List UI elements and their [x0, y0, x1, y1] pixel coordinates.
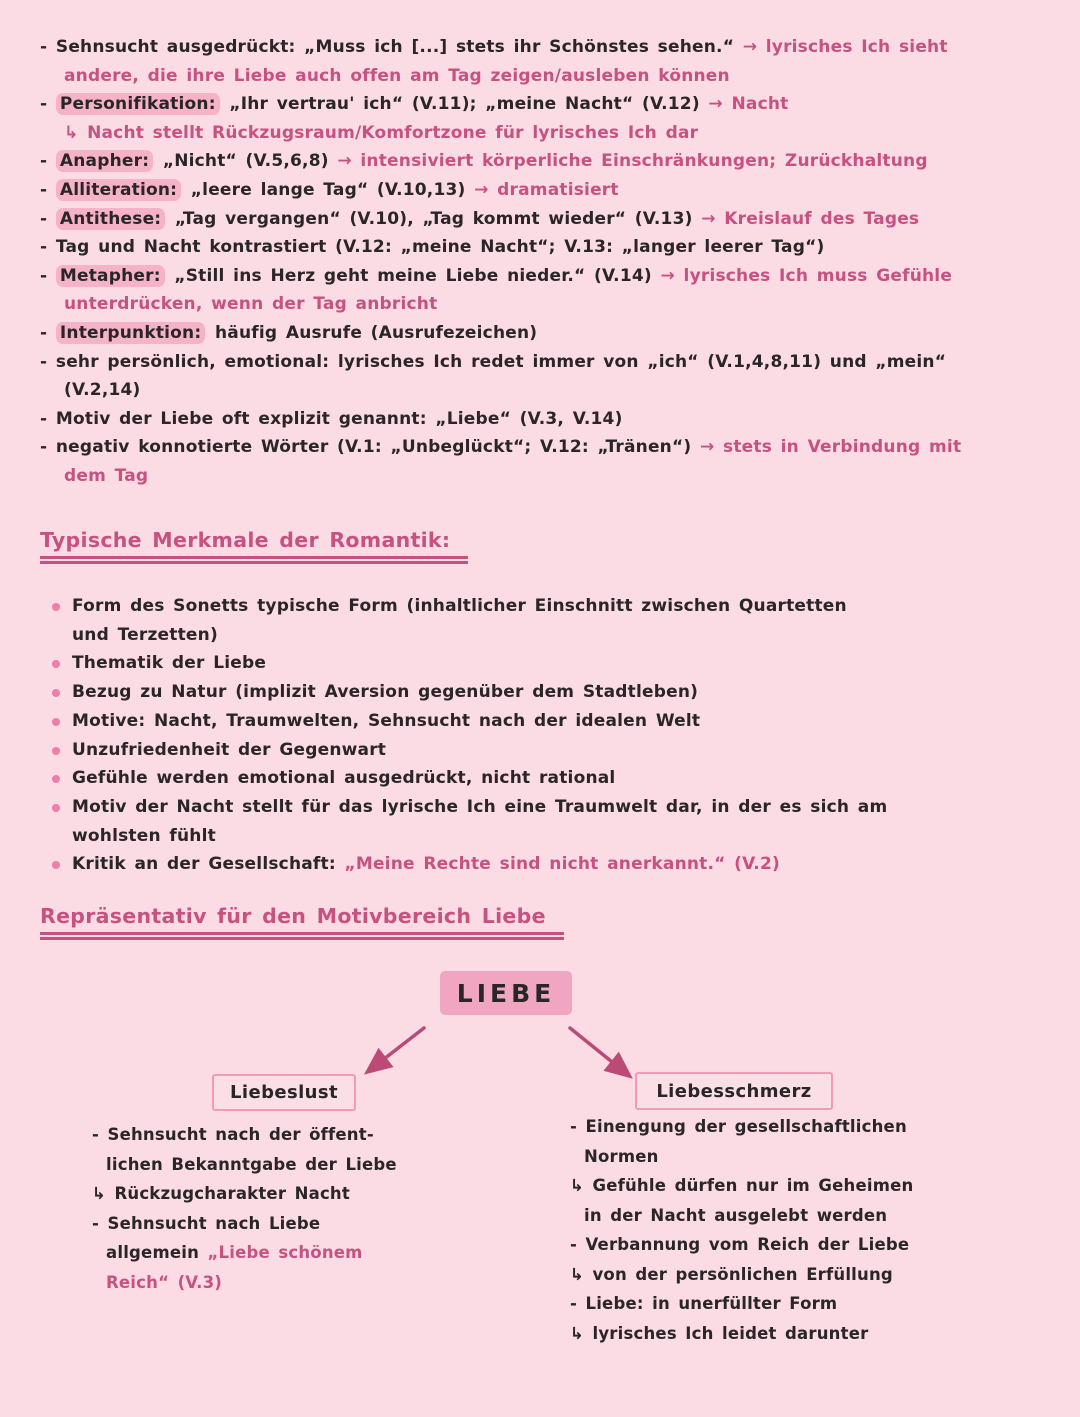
note-line [92, 1209, 397, 1239]
liebeslust-notes [92, 1120, 397, 1297]
text-segment: - negativ konnotierte Wörter (V.1: „Unbeglückt“; V.12: „Tränen“) [40, 437, 700, 458]
bullet-dot-icon [52, 660, 60, 668]
text-segment: → intensiviert körperliche Einschränkungen; Zurückhaltung [337, 151, 928, 172]
note-line [40, 319, 961, 348]
note-line [52, 793, 887, 822]
note-line [52, 621, 887, 650]
text-segment: → lyrisches Ich muss Gefühle [660, 265, 953, 286]
text-segment: Gefühle werden emotional ausgedrückt, nicht rational [72, 768, 616, 789]
text-segment: - Sehnsucht ausgedrückt: „Muss ich [...] stets ihr Schönstes sehen.“ [40, 37, 743, 57]
text-segment: - Motiv der Liebe oft explizit genannt: „Liebe“ (V.3, V.14) [40, 408, 623, 429]
liebeslust-box: Liebeslust [212, 1074, 356, 1111]
text-segment: dem Tag [64, 465, 149, 486]
text-segment: und Terzetten) [72, 624, 218, 645]
note-line [570, 1171, 913, 1201]
note-line [40, 90, 961, 119]
text-segment: „Ihr vertrau' ich“ (V.11); „meine Nacht“ (V.12) [220, 94, 709, 115]
note-line [40, 405, 961, 434]
note-line [64, 62, 961, 91]
note-line [64, 290, 961, 319]
text-segment: - [40, 179, 56, 200]
note-line [106, 1268, 397, 1298]
text-segment: Thematik der Liebe [72, 653, 267, 674]
note-line [40, 348, 961, 377]
text-segment: unterdrücken, wenn der Tag anbricht [64, 294, 438, 315]
note-line [40, 176, 961, 205]
bullet-dot-icon [52, 804, 60, 812]
double-underline: Repräsentativ für den Motivbereich Liebe [40, 904, 564, 935]
arrow-to-liebeslust [375, 1028, 424, 1066]
text-segment: → dramatisiert [474, 179, 619, 200]
note-line [570, 1230, 913, 1260]
text-segment: „Meine Rechte sind nicht anerkannt.“ (V.2) [344, 854, 780, 875]
text-segment: lichen Bekanntgabe der Liebe [106, 1154, 397, 1174]
text-segment: - [40, 151, 56, 172]
text-segment: ↳ Rückzugcharakter Nacht [92, 1184, 350, 1203]
double-underline: Typische Merkmale der Romantik: [40, 528, 468, 559]
liebesschmerz-notes [570, 1112, 913, 1348]
liebesschmerz-box: Liebesschmerz [635, 1072, 833, 1110]
note-line [40, 433, 961, 462]
note-line [52, 707, 887, 736]
note-line [570, 1112, 913, 1142]
note-line [40, 233, 961, 262]
note-line [52, 678, 887, 707]
text-segment: Normen [584, 1146, 659, 1166]
text-segment: → stets in Verbindung mit [699, 437, 962, 458]
note-line [584, 1201, 913, 1231]
note-line [40, 262, 961, 291]
text-segment: (V.2,14) [64, 380, 141, 401]
note-line [52, 850, 887, 879]
text-segment: Motiv der Nacht stellt für das lyrische Ich eine Traumwelt dar, in der es sich am [72, 796, 888, 817]
text-segment: - Liebe: in unerfüllter Form [570, 1294, 838, 1313]
text-segment: in der Nacht ausgelebt werden [584, 1205, 888, 1225]
text-segment: → Nacht [708, 94, 789, 115]
note-line [64, 376, 961, 405]
text-segment: wohlsten fühlt [72, 825, 216, 846]
highlighted-term: Alliteration: [56, 179, 181, 201]
text-segment: - Verbannung vom Reich der Liebe [570, 1235, 910, 1254]
note-line [92, 1179, 397, 1209]
note-line [52, 764, 887, 793]
text-segment: → lyrisches Ich sieht [742, 37, 948, 57]
text-segment: „Nicht“ (V.5,6,8) [154, 151, 338, 172]
note-line [52, 649, 887, 678]
note-line [584, 1142, 913, 1172]
note-line [40, 147, 961, 176]
text-segment: ↳ Nacht stellt Rückzugsraum/Komfortzone für lyrisches Ich dar [64, 122, 699, 143]
text-segment: ↳ von der persönlichen Erfüllung [570, 1264, 893, 1284]
note-line [64, 119, 961, 148]
bullet-dot-icon [52, 861, 60, 869]
text-segment: Unzufriedenheit der Gegenwart [72, 739, 387, 760]
bullet-dot-icon [52, 718, 60, 726]
text-segment: Bezug zu Natur (implizit Aversion gegenüber dem Stadtleben) [72, 682, 699, 703]
note-line [40, 205, 961, 234]
note-line [52, 822, 887, 851]
text-segment: - Tag und Nacht kontrastiert (V.12: „meine Nacht“; V.13: „langer leerer Tag“) [40, 237, 825, 258]
note-line [570, 1319, 913, 1349]
highlighted-term: Metapher: [56, 265, 165, 287]
text-segment: Motive: Nacht, Traumwelten, Sehnsucht nach der idealen Welt [72, 710, 701, 731]
text-segment: → Kreislauf des Tages [701, 208, 920, 229]
text-segment: - [40, 94, 56, 115]
highlighted-term: Personifikation: [56, 93, 220, 115]
text-segment: - Sehnsucht nach der öffent- [92, 1125, 374, 1144]
note-line [52, 592, 887, 621]
section-heading-motivbereich [40, 904, 564, 935]
bullet-dot-icon [52, 603, 60, 611]
text-segment: andere, die ihre Liebe auch offen am Tag zeigen/ausleben können [64, 65, 730, 86]
bullet-dot-icon [52, 689, 60, 697]
highlighted-term: Interpunktion: [56, 322, 205, 344]
highlighted-term: Antithese: [56, 208, 165, 230]
text-segment: - [40, 322, 56, 343]
section-heading-romantik [40, 528, 468, 559]
note-line [570, 1260, 913, 1290]
note-line [106, 1150, 397, 1180]
note-line [40, 33, 961, 62]
text-segment: - [40, 265, 56, 286]
text-segment: „Liebe schönem [207, 1243, 363, 1262]
text-segment: häufig Ausrufe (Ausrufezeichen) [206, 322, 538, 343]
text-segment: - [40, 208, 56, 229]
arrow-to-liebesschmerz [570, 1028, 622, 1070]
note-line [92, 1120, 397, 1150]
text-segment: „Still ins Herz geht meine Liebe nieder.“ (V.14) [165, 265, 661, 286]
note-line [106, 1238, 397, 1268]
liebe-root-box: LIEBE [440, 971, 572, 1015]
bullet-dot-icon [52, 747, 60, 755]
note-line [52, 736, 887, 765]
romantik-features-list [52, 592, 887, 879]
text-segment: Reich“ (V.3) [106, 1272, 223, 1292]
text-segment: - Sehnsucht nach Liebe [92, 1213, 321, 1233]
text-segment: - sehr persönlich, emotional: lyrisches Ich redet immer von „ich“ (V.1,4,8,11) und „mein“ [40, 351, 947, 372]
text-segment: - Einengung der gesellschaftlichen [570, 1117, 907, 1136]
note-line [64, 462, 961, 491]
text-segment: ↳ Gefühle dürfen nur im Geheimen [570, 1176, 914, 1195]
text-segment: Kritik an der Gesellschaft: [72, 854, 345, 875]
text-segment: Form des Sonetts typische Form (inhaltlicher Einschnitt zwischen Quartetten [72, 596, 847, 616]
text-segment: ↳ lyrisches Ich leidet darunter [570, 1323, 869, 1343]
poem-analysis-list [40, 33, 961, 491]
text-segment: „Tag vergangen“ (V.10), „Tag kommt wieder“ (V.13) [166, 208, 702, 229]
note-line [570, 1289, 913, 1319]
bullet-dot-icon [52, 775, 60, 783]
text-segment: „leere lange Tag“ (V.10,13) [182, 179, 475, 200]
text-segment: allgemein [106, 1243, 208, 1262]
highlighted-term: Anapher: [56, 150, 153, 172]
